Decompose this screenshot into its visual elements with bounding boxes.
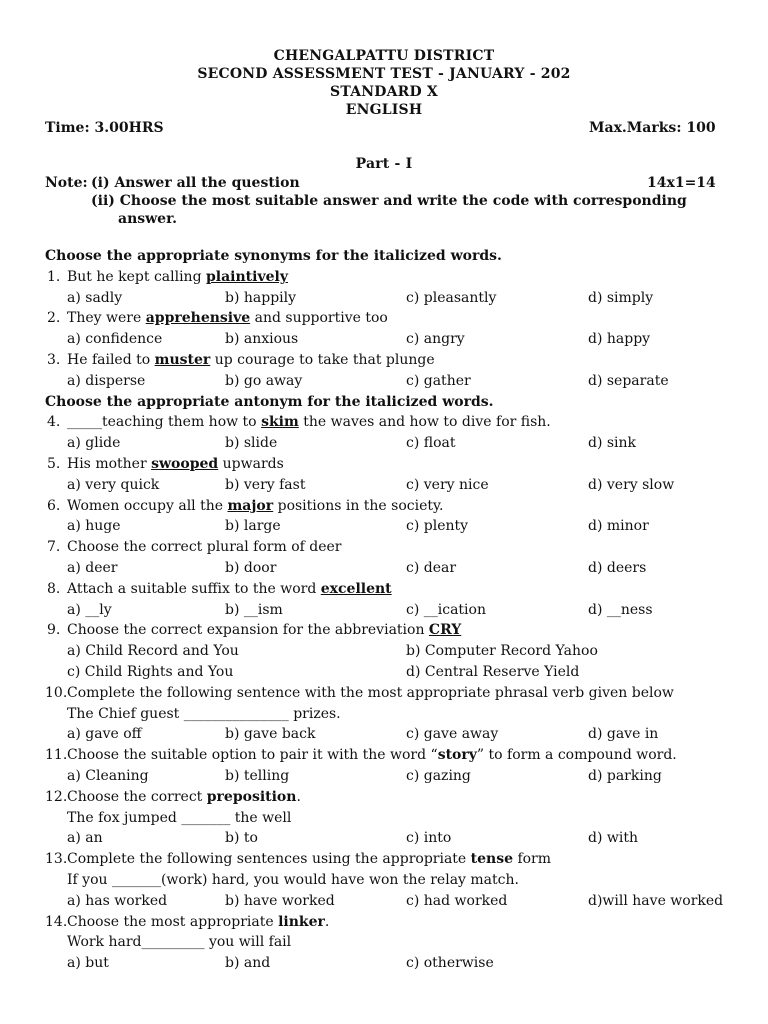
note-label: Note:	[45, 175, 88, 191]
question-number: 4.	[47, 414, 61, 431]
question-keyword: tense	[470, 851, 513, 868]
answer-option: c) float	[406, 435, 456, 452]
question-text	[67, 851, 551, 867]
question-number: 9.	[47, 622, 61, 639]
question-text-part: Choose the most appropriate	[67, 913, 279, 930]
question-keyword: muster	[154, 352, 211, 368]
question-text	[67, 352, 435, 368]
answer-option: b) go away	[225, 372, 303, 389]
answer-option: c) gather	[406, 372, 471, 389]
marks-scheme: 14x1=14	[647, 175, 716, 191]
question-sentence: The fox jumped _______ the well	[67, 809, 292, 826]
question-text-part: Choose the correct plural form of deer	[67, 539, 342, 556]
answer-option: c) very nice	[406, 476, 489, 493]
question-number: 6.	[47, 497, 61, 514]
answer-option: b) door	[225, 560, 277, 576]
answer-option: a) sadly	[67, 289, 123, 306]
max-marks-label: Max.Marks: 100	[589, 120, 716, 136]
question-text-part: Women occupy all the	[67, 497, 228, 514]
question-number: 12.	[45, 788, 68, 805]
answer-option: c) pleasantly	[406, 289, 497, 306]
question-text	[67, 789, 301, 805]
answer-option: d) simply	[588, 289, 654, 306]
answer-option: a) very quick	[67, 476, 160, 493]
question-keyword: preposition	[206, 788, 297, 805]
question-keyword: excellent	[320, 580, 392, 597]
section-heading: Choose the appropriate synonyms for the italicized words.	[45, 248, 502, 264]
answer-option: a) Cleaning	[67, 768, 149, 784]
answer-option: c) gave away	[406, 726, 499, 743]
question-keyword: story	[437, 747, 477, 764]
answer-option: b) have worked	[225, 892, 335, 909]
question-text-part: form	[513, 851, 552, 868]
question-text-part: the waves and how to dive for fish.	[298, 414, 551, 431]
answer-option: d) parking	[588, 768, 662, 784]
question-sentence: If you _______(work) hard, you would have won the relay match.	[67, 872, 519, 888]
answer-option: a) deer	[67, 560, 118, 576]
question-keyword: apprehensive	[145, 310, 251, 327]
time-label: Time: 3.00HRS	[45, 120, 164, 136]
answer-option: c) had worked	[406, 892, 508, 909]
answer-option: d) happy	[588, 331, 651, 348]
answer-option: a) __ly	[67, 601, 112, 618]
question-text-part: Choose the correct expansion for the abbreviation	[67, 622, 429, 639]
answer-option: b) large	[225, 518, 281, 535]
question-text	[67, 310, 388, 326]
question-text-part: up courage to take that plunge	[210, 352, 435, 368]
answer-option: b) happily	[225, 289, 297, 306]
question-text	[67, 498, 444, 514]
answer-option: a) gave off	[67, 726, 142, 743]
answer-option: d) very slow	[588, 476, 675, 493]
part-title: Part - I	[355, 156, 413, 172]
question-text	[67, 747, 677, 763]
question-keyword: CRY	[428, 622, 462, 639]
question-number: 10.	[45, 684, 68, 701]
answer-option: a) has worked	[67, 892, 168, 909]
question-keyword: plaintively	[206, 268, 288, 285]
question-text-part: They were	[67, 310, 146, 327]
answer-option: c) dear	[406, 560, 457, 576]
subject-title: ENGLISH	[345, 102, 423, 118]
answer-option: c) __ication	[406, 601, 486, 618]
answer-option: d) separate	[588, 372, 669, 389]
question-text-part: Attach a suitable suffix to the word	[67, 580, 321, 597]
question-number: 8.	[47, 580, 61, 597]
answer-option: d) __ness	[588, 601, 653, 618]
answer-option: b) slide	[225, 435, 278, 452]
question-text	[67, 269, 288, 285]
answer-option: c) Child Rights and You	[67, 664, 234, 680]
question-number: 13.	[45, 851, 68, 868]
answer-option: a) disperse	[67, 372, 146, 389]
question-text-part: .	[324, 913, 330, 930]
question-keyword: skim	[261, 414, 299, 431]
note-ii-cont: answer.	[118, 211, 178, 227]
question-number: 3.	[47, 352, 61, 368]
answer-option: a) Child Record and You	[67, 643, 239, 660]
question-text	[67, 685, 674, 701]
question-text-part: Complete the following sentences using the appropriate	[67, 851, 471, 868]
question-number: 5.	[47, 456, 61, 472]
question-number: 1.	[47, 268, 61, 285]
answer-option: b) to	[225, 830, 258, 847]
question-sentence: The Chief guest _______________ prizes.	[67, 705, 341, 722]
answer-option: b) __ism	[225, 601, 283, 618]
district-title: CHENGALPATTU DISTRICT	[273, 48, 495, 64]
answer-option: b) anxious	[225, 331, 299, 348]
question-text	[67, 456, 284, 472]
answer-option: b) Computer Record Yahoo	[406, 643, 598, 660]
answer-option: b) and	[225, 955, 271, 972]
answer-option: d) Central Reserve Yield	[406, 664, 580, 680]
question-text	[67, 914, 329, 930]
question-text	[67, 539, 341, 555]
question-text-part: His mother	[67, 456, 152, 472]
answer-option: a) glide	[67, 435, 121, 452]
question-text-part: Choose the correct	[67, 788, 207, 805]
question-number: 11.	[45, 747, 68, 764]
question-sentence: Work hard_________ you will fail	[67, 934, 292, 951]
question-text-part: He failed to	[67, 352, 155, 368]
answer-option: d) minor	[588, 518, 649, 535]
answer-option: b) very fast	[225, 476, 306, 493]
question-text	[67, 414, 551, 430]
answer-option: a) but	[67, 955, 109, 972]
question-text-part: But he kept calling	[67, 268, 206, 285]
question-number: 14.	[45, 913, 68, 930]
standard-title: STANDARD X	[330, 84, 438, 100]
question-text-part: Complete the following sentence with the most appropriate phrasal verb given below	[67, 684, 674, 701]
question-number: 2.	[47, 310, 61, 327]
question-text-part: .	[296, 788, 301, 805]
question-text-part: and supportive too	[250, 310, 388, 327]
question-text-part: upwards	[218, 456, 284, 472]
answer-option: a) confidence	[67, 331, 163, 348]
test-title: SECOND ASSESSMENT TEST - JANUARY - 202	[197, 66, 571, 82]
answer-option: c) angry	[406, 331, 465, 348]
question-number: 7.	[47, 539, 61, 556]
question-text-part: ” to form a compound word.	[476, 747, 677, 764]
question-text	[67, 581, 392, 597]
answer-option: c) gazing	[406, 768, 471, 784]
answer-option: d)will have worked	[588, 892, 724, 909]
answer-option: a) an	[67, 830, 103, 847]
answer-option: c) plenty	[406, 518, 469, 535]
answer-option: b) gave back	[225, 726, 316, 743]
answer-option: c) into	[406, 830, 452, 847]
question-keyword: swooped	[151, 456, 219, 472]
question-keyword: major	[227, 497, 274, 514]
answer-option: d) with	[588, 830, 638, 847]
question-text-part: _____teaching them how to	[67, 414, 262, 431]
question-text	[67, 622, 461, 638]
note-ii: (ii) Choose the most suitable answer and write the code with corresponding	[91, 193, 687, 209]
answer-option: d) gave in	[588, 726, 659, 743]
question-text-part: Choose the suitable option to pair it with the word “	[67, 747, 438, 764]
question-text-part: positions in the society.	[273, 497, 444, 514]
section-heading: Choose the appropriate antonym for the italicized words.	[45, 393, 494, 410]
answer-option: a) huge	[67, 518, 121, 535]
note-i: (i) Answer all the question	[91, 175, 300, 191]
answer-option: b) telling	[225, 768, 290, 784]
answer-option: d) deers	[588, 560, 647, 576]
answer-option: c) otherwise	[406, 955, 494, 972]
answer-option: d) sink	[588, 435, 637, 452]
question-keyword: linker	[278, 913, 325, 930]
